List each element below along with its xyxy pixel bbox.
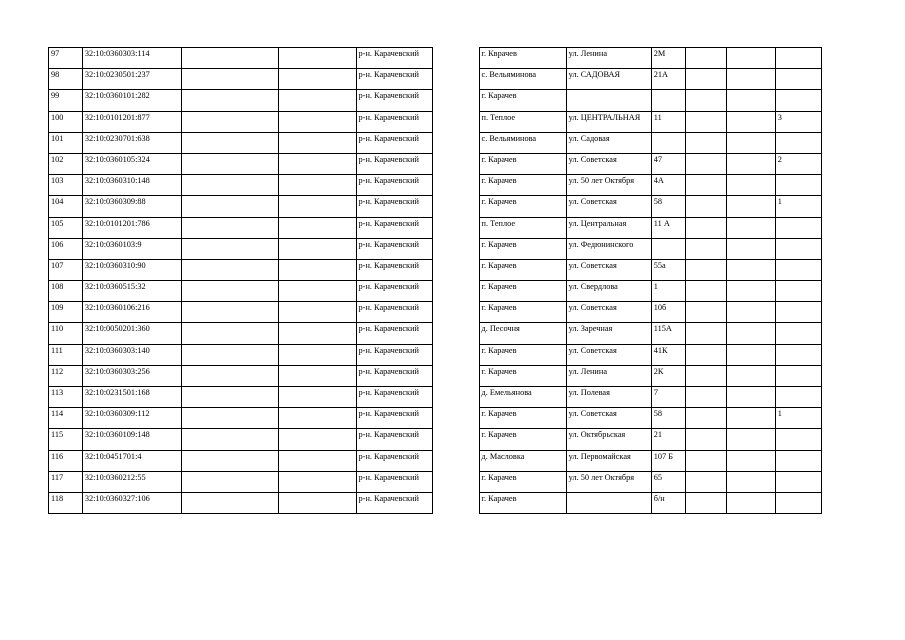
- table-row: [49, 132, 822, 153]
- blank-col-b-cell: [278, 175, 356, 196]
- blank-col-c-cell: [685, 281, 726, 302]
- table-row: [49, 238, 822, 259]
- table-row: [49, 281, 822, 302]
- locality-cell: с. Вельяминова: [479, 69, 566, 90]
- street-cell: ул. 50 лет Октября: [566, 175, 651, 196]
- extra-value-cell: [775, 323, 821, 344]
- district-cell: р-н. Карачевский: [356, 471, 433, 492]
- blank-col-c-cell: [685, 365, 726, 386]
- locality-cell: г. Карачев: [479, 429, 566, 450]
- blank-col-d-cell: [726, 111, 775, 132]
- cadastral-number-cell: 32:10:0360303:256: [82, 365, 181, 386]
- blank-col-b-cell: [278, 196, 356, 217]
- blank-col-a-cell: [182, 153, 278, 174]
- street-cell: ул. Садовая: [566, 132, 651, 153]
- blank-col-c-cell: [685, 48, 726, 69]
- house-number-cell: 115А: [651, 323, 685, 344]
- extra-value-cell: 1: [775, 408, 821, 429]
- blank-col-c-cell: [685, 90, 726, 111]
- blank-col-d-cell: [726, 238, 775, 259]
- blank-col-a-cell: [182, 48, 278, 69]
- gap-col-cell: [433, 281, 479, 302]
- district-cell: р-н. Карачевский: [356, 323, 433, 344]
- street-cell: ул. Советская: [566, 344, 651, 365]
- row-number-cell: 99: [49, 90, 83, 111]
- row-number-cell: 111: [49, 344, 83, 365]
- blank-col-c-cell: [685, 429, 726, 450]
- blank-col-c-cell: [685, 153, 726, 174]
- blank-col-d-cell: [726, 302, 775, 323]
- cadastral-number-cell: 32:10:0360103:9: [82, 238, 181, 259]
- blank-col-a-cell: [182, 281, 278, 302]
- blank-col-c-cell: [685, 259, 726, 280]
- table-row: [49, 69, 822, 90]
- house-number-cell: 1: [651, 281, 685, 302]
- house-number-cell: [651, 90, 685, 111]
- blank-col-d-cell: [726, 153, 775, 174]
- row-number-cell: 98: [49, 69, 83, 90]
- table-row: [49, 175, 822, 196]
- district-cell: р-н. Карачевский: [356, 217, 433, 238]
- house-number-cell: 55а: [651, 259, 685, 280]
- locality-cell: г. Карачев: [479, 238, 566, 259]
- blank-col-b-cell: [278, 492, 356, 513]
- table-row: [49, 259, 822, 280]
- blank-col-d-cell: [726, 323, 775, 344]
- extra-value-cell: [775, 344, 821, 365]
- house-number-cell: 2М: [651, 48, 685, 69]
- blank-col-b-cell: [278, 259, 356, 280]
- table-row: [49, 90, 822, 111]
- street-cell: ул. Советская: [566, 302, 651, 323]
- row-number-cell: 103: [49, 175, 83, 196]
- cadastral-number-cell: 32:10:0230501:237: [82, 69, 181, 90]
- gap-col-cell: [433, 450, 479, 471]
- gap-col-cell: [433, 196, 479, 217]
- row-number-cell: 102: [49, 153, 83, 174]
- blank-col-a-cell: [182, 90, 278, 111]
- house-number-cell: 107 Б: [651, 450, 685, 471]
- row-number-cell: 117: [49, 471, 83, 492]
- house-number-cell: 21А: [651, 69, 685, 90]
- street-cell: [566, 492, 651, 513]
- locality-cell: п. Теплое: [479, 111, 566, 132]
- locality-cell: г. Карачев: [479, 471, 566, 492]
- blank-col-a-cell: [182, 196, 278, 217]
- gap-col-cell: [433, 492, 479, 513]
- gap-col-cell: [433, 429, 479, 450]
- blank-col-b-cell: [278, 323, 356, 344]
- district-cell: р-н. Карачевский: [356, 492, 433, 513]
- blank-col-a-cell: [182, 132, 278, 153]
- row-number-cell: 113: [49, 387, 83, 408]
- row-number-cell: 115: [49, 429, 83, 450]
- blank-col-a-cell: [182, 175, 278, 196]
- locality-cell: п. Теплое: [479, 217, 566, 238]
- blank-col-b-cell: [278, 281, 356, 302]
- blank-col-b-cell: [278, 408, 356, 429]
- street-cell: ул. 50 лет Октября: [566, 471, 651, 492]
- cadastral-number-cell: 32:10:0360105:324: [82, 153, 181, 174]
- district-cell: р-н. Карачевский: [356, 302, 433, 323]
- district-cell: р-н. Карачевский: [356, 450, 433, 471]
- district-cell: р-н. Карачевский: [356, 365, 433, 386]
- blank-col-b-cell: [278, 90, 356, 111]
- house-number-cell: 11 А: [651, 217, 685, 238]
- district-cell: р-н. Карачевский: [356, 132, 433, 153]
- street-cell: ул. Федюнинского: [566, 238, 651, 259]
- locality-cell: г. Карачев: [479, 365, 566, 386]
- district-cell: р-н. Карачевский: [356, 153, 433, 174]
- district-cell: р-н. Карачевский: [356, 259, 433, 280]
- table-row: [49, 429, 822, 450]
- street-cell: ул. Свердлова: [566, 281, 651, 302]
- extra-value-cell: 2: [775, 153, 821, 174]
- extra-value-cell: [775, 238, 821, 259]
- table-row: [49, 48, 822, 69]
- cadastral-number-cell: 32:10:0360212:55: [82, 471, 181, 492]
- blank-col-a-cell: [182, 471, 278, 492]
- extra-value-cell: [775, 281, 821, 302]
- blank-col-b-cell: [278, 302, 356, 323]
- gap-col-cell: [433, 471, 479, 492]
- table-row: [49, 387, 822, 408]
- blank-col-b-cell: [278, 48, 356, 69]
- street-cell: ул. Советская: [566, 259, 651, 280]
- cadastral-number-cell: 32:10:0360309:112: [82, 408, 181, 429]
- blank-col-b-cell: [278, 153, 356, 174]
- district-cell: р-н. Карачевский: [356, 175, 433, 196]
- gap-col-cell: [433, 69, 479, 90]
- house-number-cell: 65: [651, 471, 685, 492]
- locality-cell: г. Карачев: [479, 196, 566, 217]
- blank-col-c-cell: [685, 492, 726, 513]
- blank-col-b-cell: [278, 387, 356, 408]
- house-number-cell: 21: [651, 429, 685, 450]
- blank-col-a-cell: [182, 365, 278, 386]
- blank-col-c-cell: [685, 302, 726, 323]
- district-cell: р-н. Карачевский: [356, 111, 433, 132]
- row-number-cell: 118: [49, 492, 83, 513]
- blank-col-b-cell: [278, 344, 356, 365]
- cadastral-number-cell: 32:10:0360309:88: [82, 196, 181, 217]
- blank-col-b-cell: [278, 132, 356, 153]
- district-cell: р-н. Карачевский: [356, 90, 433, 111]
- gap-col-cell: [433, 90, 479, 111]
- street-cell: [566, 90, 651, 111]
- locality-cell: г. Карачев: [479, 344, 566, 365]
- blank-col-d-cell: [726, 365, 775, 386]
- house-number-cell: 2К: [651, 365, 685, 386]
- extra-value-cell: [775, 175, 821, 196]
- blank-col-d-cell: [726, 387, 775, 408]
- blank-col-a-cell: [182, 429, 278, 450]
- cadastral-number-cell: 32:10:0101201:877: [82, 111, 181, 132]
- extra-value-cell: [775, 492, 821, 513]
- district-cell: р-н. Карачевский: [356, 429, 433, 450]
- blank-col-b-cell: [278, 238, 356, 259]
- cadastral-number-cell: 32:10:0360303:114: [82, 48, 181, 69]
- street-cell: ул. Полевая: [566, 387, 651, 408]
- blank-col-d-cell: [726, 429, 775, 450]
- blank-col-a-cell: [182, 238, 278, 259]
- cadastral-number-cell: 32:10:0360515:32: [82, 281, 181, 302]
- gap-col-cell: [433, 344, 479, 365]
- blank-col-a-cell: [182, 408, 278, 429]
- blank-col-c-cell: [685, 217, 726, 238]
- cadastral-number-cell: 32:10:0360109:148: [82, 429, 181, 450]
- cadastral-number-cell: 32:10:0360327:106: [82, 492, 181, 513]
- house-number-cell: 10б: [651, 302, 685, 323]
- house-number-cell: 11: [651, 111, 685, 132]
- blank-col-d-cell: [726, 259, 775, 280]
- blank-col-a-cell: [182, 259, 278, 280]
- gap-col-cell: [433, 408, 479, 429]
- gap-col-cell: [433, 365, 479, 386]
- street-cell: ул. Советская: [566, 196, 651, 217]
- house-number-cell: 58: [651, 196, 685, 217]
- blank-col-c-cell: [685, 471, 726, 492]
- blank-col-b-cell: [278, 471, 356, 492]
- cadastral-number-cell: 32:10:0451701:4: [82, 450, 181, 471]
- house-number-cell: [651, 238, 685, 259]
- row-number-cell: 114: [49, 408, 83, 429]
- blank-col-b-cell: [278, 111, 356, 132]
- cadastral-number-cell: 32:10:0101201:786: [82, 217, 181, 238]
- extra-value-cell: [775, 69, 821, 90]
- cadastral-number-cell: 32:10:0230701:638: [82, 132, 181, 153]
- table-row: [49, 344, 822, 365]
- extra-value-cell: [775, 471, 821, 492]
- extra-value-cell: [775, 90, 821, 111]
- table-row: [49, 408, 822, 429]
- gap-col-cell: [433, 259, 479, 280]
- house-number-cell: б/н: [651, 492, 685, 513]
- extra-value-cell: 1: [775, 196, 821, 217]
- locality-cell: г. Карачев: [479, 90, 566, 111]
- cadastral-number-cell: 32:10:0231501:168: [82, 387, 181, 408]
- house-number-cell: 58: [651, 408, 685, 429]
- gap-col-cell: [433, 48, 479, 69]
- locality-cell: д. Песочня: [479, 323, 566, 344]
- blank-col-c-cell: [685, 387, 726, 408]
- blank-col-b-cell: [278, 217, 356, 238]
- row-number-cell: 110: [49, 323, 83, 344]
- street-cell: ул. Заречная: [566, 323, 651, 344]
- row-number-cell: 116: [49, 450, 83, 471]
- row-number-cell: 109: [49, 302, 83, 323]
- blank-col-c-cell: [685, 111, 726, 132]
- blank-col-d-cell: [726, 90, 775, 111]
- blank-col-a-cell: [182, 302, 278, 323]
- extra-value-cell: [775, 450, 821, 471]
- district-cell: р-н. Карачевский: [356, 48, 433, 69]
- blank-col-a-cell: [182, 387, 278, 408]
- cadastral-number-cell: 32:10:0360101:282: [82, 90, 181, 111]
- cadastral-number-cell: 32:10:0360310:148: [82, 175, 181, 196]
- blank-col-c-cell: [685, 132, 726, 153]
- row-number-cell: 97: [49, 48, 83, 69]
- blank-col-d-cell: [726, 217, 775, 238]
- gap-col-cell: [433, 153, 479, 174]
- table-row: [49, 196, 822, 217]
- extra-value-cell: [775, 302, 821, 323]
- house-number-cell: 41К: [651, 344, 685, 365]
- blank-col-d-cell: [726, 471, 775, 492]
- blank-col-a-cell: [182, 450, 278, 471]
- table-row: [49, 471, 822, 492]
- extra-value-cell: [775, 217, 821, 238]
- blank-col-d-cell: [726, 344, 775, 365]
- locality-cell: г. Карачев: [479, 408, 566, 429]
- blank-col-d-cell: [726, 450, 775, 471]
- gap-col-cell: [433, 387, 479, 408]
- locality-cell: г. Карачев: [479, 492, 566, 513]
- blank-col-d-cell: [726, 69, 775, 90]
- extra-value-cell: [775, 48, 821, 69]
- locality-cell: г. Кврачев: [479, 48, 566, 69]
- locality-cell: г. Карачев: [479, 175, 566, 196]
- house-number-cell: 7: [651, 387, 685, 408]
- blank-col-c-cell: [685, 323, 726, 344]
- street-cell: ул. Ленина: [566, 365, 651, 386]
- gap-col-cell: [433, 132, 479, 153]
- row-number-cell: 112: [49, 365, 83, 386]
- gap-col-cell: [433, 302, 479, 323]
- blank-col-a-cell: [182, 111, 278, 132]
- gap-col-cell: [433, 175, 479, 196]
- blank-col-c-cell: [685, 196, 726, 217]
- locality-cell: д. Масловка: [479, 450, 566, 471]
- table-row: [49, 492, 822, 513]
- blank-col-c-cell: [685, 238, 726, 259]
- row-number-cell: 105: [49, 217, 83, 238]
- district-cell: р-н. Карачевский: [356, 196, 433, 217]
- house-number-cell: 47: [651, 153, 685, 174]
- blank-col-c-cell: [685, 175, 726, 196]
- blank-col-b-cell: [278, 429, 356, 450]
- table-row: [49, 217, 822, 238]
- table-row: [49, 365, 822, 386]
- blank-col-b-cell: [278, 450, 356, 471]
- cadastral-number-cell: 32:10:0050201:360: [82, 323, 181, 344]
- row-number-cell: 104: [49, 196, 83, 217]
- cadastral-number-cell: 32:10:0360106:216: [82, 302, 181, 323]
- blank-col-c-cell: [685, 69, 726, 90]
- blank-col-a-cell: [182, 492, 278, 513]
- house-number-cell: [651, 132, 685, 153]
- row-number-cell: 101: [49, 132, 83, 153]
- locality-cell: г. Карачев: [479, 153, 566, 174]
- locality-cell: г. Карачев: [479, 302, 566, 323]
- extra-value-cell: 3: [775, 111, 821, 132]
- cadastral-table: [48, 47, 822, 514]
- cadastral-number-cell: 32:10:0360303:140: [82, 344, 181, 365]
- blank-col-d-cell: [726, 132, 775, 153]
- blank-col-c-cell: [685, 344, 726, 365]
- table-row: [49, 302, 822, 323]
- blank-col-c-cell: [685, 450, 726, 471]
- blank-col-d-cell: [726, 48, 775, 69]
- gap-col-cell: [433, 217, 479, 238]
- blank-col-a-cell: [182, 217, 278, 238]
- street-cell: ул. ЦЕНТРАЛЬНАЯ: [566, 111, 651, 132]
- district-cell: р-н. Карачевский: [356, 408, 433, 429]
- blank-col-a-cell: [182, 323, 278, 344]
- blank-col-d-cell: [726, 408, 775, 429]
- extra-value-cell: [775, 429, 821, 450]
- table-body: [49, 48, 822, 514]
- locality-cell: г. Карачев: [479, 259, 566, 280]
- street-cell: ул. Октябрьская: [566, 429, 651, 450]
- locality-cell: д. Емельянова: [479, 387, 566, 408]
- street-cell: ул. Ленина: [566, 48, 651, 69]
- district-cell: р-н. Карачевский: [356, 281, 433, 302]
- street-cell: ул. Центральная: [566, 217, 651, 238]
- blank-col-d-cell: [726, 175, 775, 196]
- district-cell: р-н. Карачевский: [356, 387, 433, 408]
- extra-value-cell: [775, 132, 821, 153]
- street-cell: ул. Советская: [566, 153, 651, 174]
- blank-col-b-cell: [278, 365, 356, 386]
- blank-col-d-cell: [726, 281, 775, 302]
- blank-col-a-cell: [182, 69, 278, 90]
- blank-col-b-cell: [278, 69, 356, 90]
- district-cell: р-н. Карачевский: [356, 238, 433, 259]
- district-cell: р-н. Карачевский: [356, 69, 433, 90]
- house-number-cell: 4А: [651, 175, 685, 196]
- table-row: [49, 323, 822, 344]
- row-number-cell: 106: [49, 238, 83, 259]
- locality-cell: с. Вельяминова: [479, 132, 566, 153]
- extra-value-cell: [775, 259, 821, 280]
- table-row: [49, 111, 822, 132]
- blank-col-d-cell: [726, 492, 775, 513]
- blank-col-c-cell: [685, 408, 726, 429]
- table-row: [49, 153, 822, 174]
- row-number-cell: 107: [49, 259, 83, 280]
- blank-col-a-cell: [182, 344, 278, 365]
- district-cell: р-н. Карачевский: [356, 344, 433, 365]
- extra-value-cell: [775, 387, 821, 408]
- street-cell: ул. САДОВАЯ: [566, 69, 651, 90]
- gap-col-cell: [433, 238, 479, 259]
- gap-col-cell: [433, 111, 479, 132]
- row-number-cell: 108: [49, 281, 83, 302]
- locality-cell: г. Карачев: [479, 281, 566, 302]
- gap-col-cell: [433, 323, 479, 344]
- cadastral-number-cell: 32:10:0360310:90: [82, 259, 181, 280]
- table-row: [49, 450, 822, 471]
- blank-col-d-cell: [726, 196, 775, 217]
- row-number-cell: 100: [49, 111, 83, 132]
- extra-value-cell: [775, 365, 821, 386]
- street-cell: ул. Первомайская: [566, 450, 651, 471]
- street-cell: ул. Советская: [566, 408, 651, 429]
